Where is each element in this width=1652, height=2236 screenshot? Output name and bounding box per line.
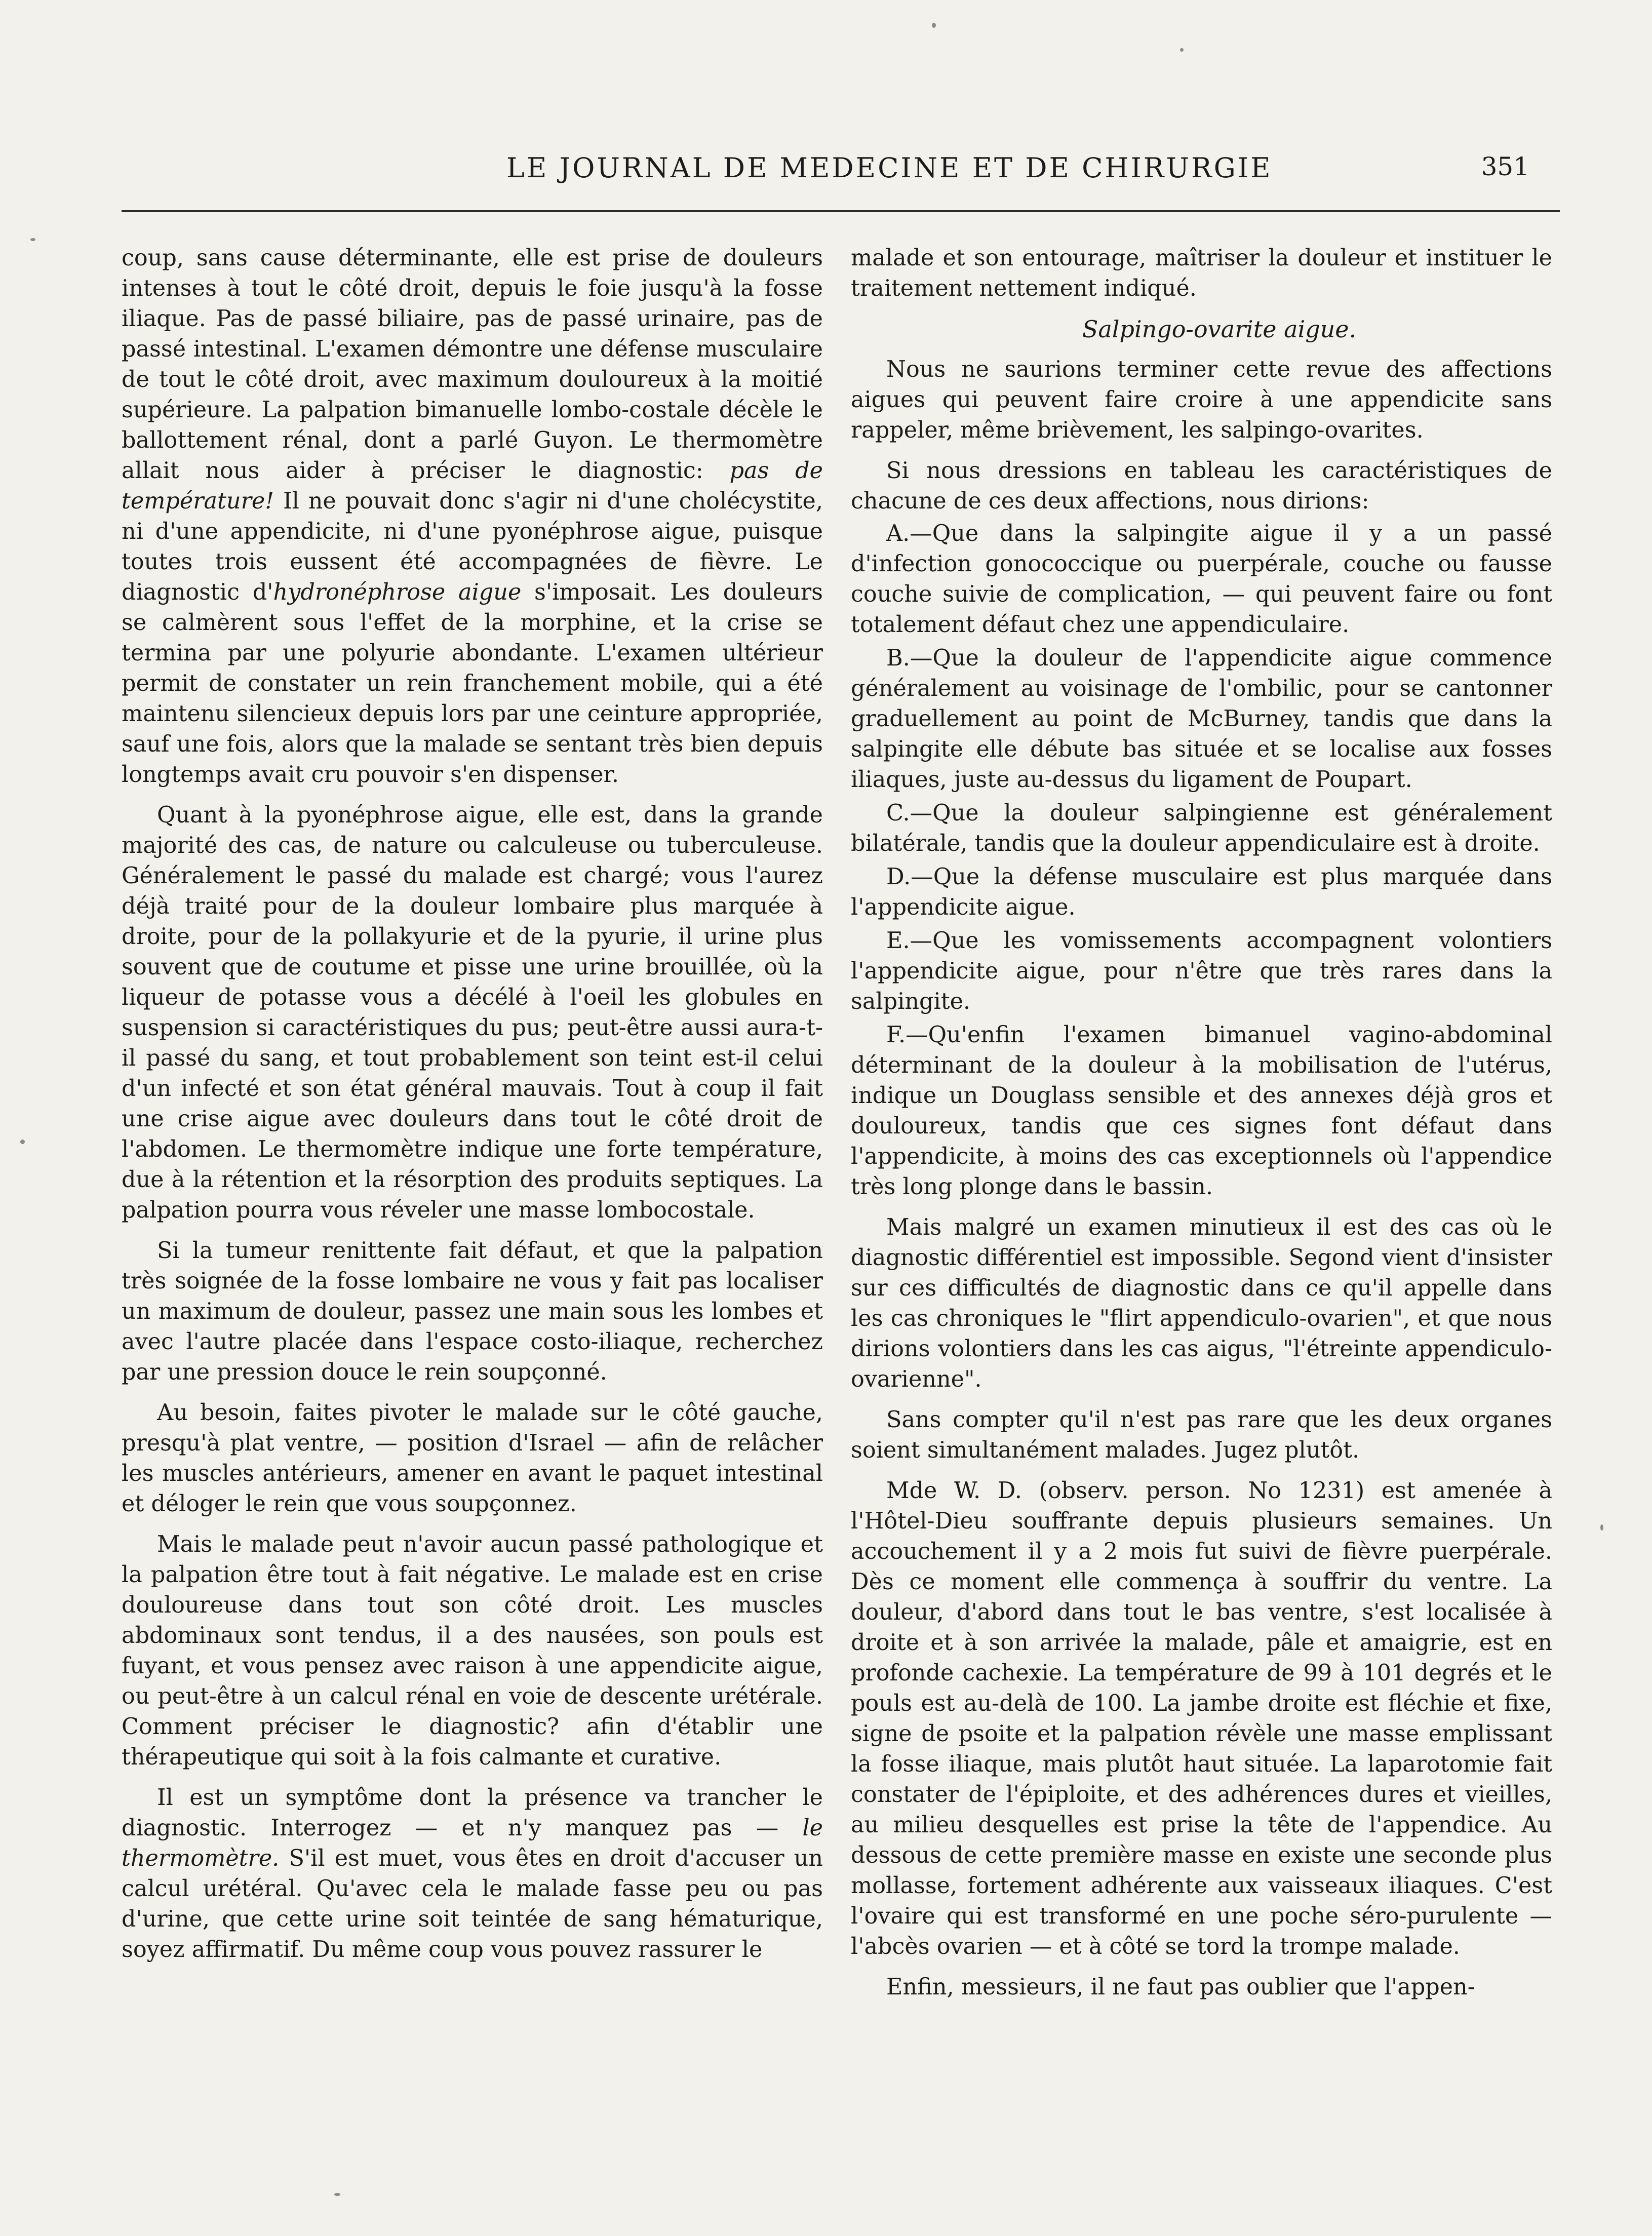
paragraph (122, 1783, 823, 1965)
list-item: E.—Que les vomissements accompagnent volontiers l'appendicite aigue, pour n'être que très rares dans la salpingite. (851, 928, 1552, 1014)
text-run: S'il est muet, vous êtes en droit d'accuser un calcul urétéral. Qu'avec cela le malade fasse peu ou pas d'urine, que cette urine soit teintée de sang hématurique, soyez affirmatif. Du même coup vous pouvez rassurer le (122, 1846, 823, 1963)
list-item: C.—Que la douleur salpingienne est généralement bilatérale, tandis que la douleur appendiculaire est à droite. (851, 800, 1552, 856)
text-run: Il ne pouvait donc s'agir ni d'une cholécystite, ni d'une appendicite, ni d'une pyonéphrose aigue, puisque toutes trois eussent été accompagnées de fièvre. Le diagnostic d' (122, 488, 823, 605)
scan-speck (20, 1140, 25, 1144)
paragraph (122, 243, 823, 790)
scan-speck (334, 2193, 340, 2196)
section-heading: Salpingo-ovarite aigue. (1082, 316, 1357, 343)
page-number: 351 (1481, 152, 1529, 181)
scan-speck (1180, 48, 1184, 52)
italic-text: hydronéphrose aigue (273, 579, 522, 605)
text-run: s'imposait. Les douleurs se calmèrent sous l'effet de la morphine, et la crise se termina par une polyurie abondante. L'examen ultérieur permit de constater un rein franchement mobile, qui a été maintenu silencieux depuis lors par une ceinture appropriée, sauf une fois, alors que la malade se sentant très bien depuis longtemps avait cru pouvoir s'en dispenser. (122, 579, 823, 788)
paragraph: Enfin, messieurs, il ne faut pas oublier que l'appen- (886, 1974, 1475, 2000)
scan-speck (30, 238, 35, 241)
right-column (851, 243, 1552, 2013)
text-run: Il est un symptôme dont la présence va trancher le diagnostic. Interrogez — et n'y manquez pas — (122, 1785, 823, 1841)
header-rule (122, 210, 1560, 212)
paragraph: Au besoin, faites pivoter le malade sur le côté gauche, presqu'à plat ventre, — position d'Israel — afin de relâcher les muscles antérieurs, amener en avant le paquet intestinal et déloger le rein que vous soupçonnez. (122, 1400, 823, 1517)
paragraph: Mais le malade peut n'avoir aucun passé pathologique et la palpation être tout à fait négative. Le malade est en crise douloureuse dans tout son côté droit. Les muscles abdominaux sont tendus, il a des nausées, son pouls est fuyant, et vous pensez avec raison à une appendicite aigue, ou peut-être à un calcul rénal en voie de descente urétérale. Comment préciser le diagnostic? afin d'établir une thérapeutique qui soit à la fois calmante et curative. (122, 1532, 823, 1770)
paragraph: Si nous dressions en tableau les caractéristiques de chacune de ces deux affections, nous dirions: (851, 458, 1552, 514)
paragraph: malade et son entourage, maîtriser la douleur et instituer le traitement nettement indiqué. (851, 245, 1552, 301)
italic-text: pas de température! (122, 458, 823, 514)
list-item: A.—Que dans la salpingite aigue il y a un passé d'infection gonococcique ou puerpérale, couche ou fausse couche suivie de complication, — qui peuvent faire ou font totalement défaut chez une appendiculaire. (851, 521, 1552, 638)
text-run: coup, sans cause déterminante, elle est prise de douleurs intenses à tout le côté droit, depuis le foie jusqu'à la fosse iliaque. Pas de passé biliaire, pas de passé urinaire, pas de passé intestinal. L'examen démontre une défense musculaire de tout le côté droit, avec maximum douloureux à la moitié supérieure. La palpation bimanuelle lombo-costale décèle le ballottement rénal, dont a parlé Guyon. Le thermomètre allait nous aider à préciser le diagnostic: (122, 245, 823, 484)
list-item: D.—Que la défense musculaire est plus marquée dans l'appendicite aigue. (851, 864, 1552, 920)
paragraph: Quant à la pyonéphrose aigue, elle est, dans la grande majorité des cas, de nature ou calculeuse ou tuberculeuse. Généralement le passé du malade est chargé; vous l'aurez déjà traité pour de la douleur lombaire plus marquée à droite, pour de la pollakyurie et de la pyurie, il urine plus souvent que de coutume et pisse une urine brouillée, où la liqueur de potasse vous a décélé à l'oeil les globules en suspension si caractéristiques du pus; peut-être aussi aura-t-il passé du sang, et tout probablement son teint est-il celui d'un infecté et son état général mauvais. Tout à coup il fait une crise aigue avec douleurs dans tout le côté droit de l'abdomen. Le thermomètre indique une forte température, due à la rétention et la résorption des produits septiques. La palpation pourra vous réveler une masse lombocostale. (122, 802, 823, 1223)
paragraph: Mais malgré un examen minutieux il est des cas où le diagnostic différentiel est impossible. Segond vient d'insister sur ces difficultés de diagnostic dans ce qu'il appelle dans les cas chroniques le "flirt appendiculo-ovarien", et que nous dirions volontiers dans les cas aigus, "l'étreinte appendiculo-ovarienne". (851, 1214, 1552, 1392)
italic-text: le thermomètre. (122, 1815, 823, 1871)
paragraph: Si la tumeur renittente fait défaut, et que la palpation très soignée de la fosse lombaire ne vous y fait pas localiser un maximum de douleur, passez une main sous les lombes et avec l'autre placée dans l'espace costo-iliaque, recherchez par une pression douce le rein soupçonné. (122, 1238, 823, 1385)
list-item: F.—Qu'enfin l'examen bimanuel vagino-abdominal déterminant de la douleur à la mobilisation de l'utérus, indique un Douglass sensible et des annexes déjà gros et douloureux, tandis que ces signes font défaut dans l'appendicite, à moins des cas exceptionnels où l'appendice très long plonge dans le bassin. (851, 1022, 1552, 1200)
paragraph: Sans compter qu'il n'est pas rare que les deux organes soient simultanément malades. Jugez plutôt. (851, 1407, 1552, 1463)
left-column (122, 243, 823, 1975)
paragraph: Nous ne saurions terminer cette revue des affections aigues qui peuvent faire croire à une appendicite sans rappeler, même brièvement, les salpingo-ovarites. (851, 357, 1552, 443)
list-item: B.—Que la douleur de l'appendicite aigue commence généralement au voisinage de l'ombilic, pour se cantonner graduellement au point de McBurney, tandis que dans la salpingite elle débute bas située et se localise aux fosses iliaques, juste au-dessus du ligament de Poupart. (851, 645, 1552, 793)
running-title: LE JOURNAL DE MEDECINE ET DE CHIRURGIE (506, 152, 1273, 184)
paragraph: Mde W. D. (observ. person. No 1231) est amenée à l'Hôtel-Dieu souffrante depuis plusieurs semaines. Un accouchement il y a 2 mois fut suivi de fièvre puerpérale. Dès ce moment elle commença à souffrir du ventre. La douleur, d'abord dans tout le bas ventre, s'est localisée à droite et à son arrivée la malade, pâle et amaigrie, est en profonde cachexie. La température de 99 à 101 degrés et le pouls est au-delà de 100. La jambe droite est fléchie et fixe, signe de psoite et la palpation révèle une masse emplissant la fosse iliaque, mais plutôt haut située. La laparotomie fait constater de l'épiploite, et des adhérences dures et vieilles, au milieu desquelles est prise la tête de l'appendice. Au dessous de cette première masse en existe une seconde plus mollasse, fortement adhérente aux vaisseaux iliaques. C'est l'ovaire qui est transformé en une poche séro-purulente — l'abcès ovarien — et à côté se tord la trompe malade. (851, 1478, 1552, 1959)
scan-speck (1600, 1524, 1603, 1531)
page-header (122, 152, 1560, 198)
scan-speck (932, 23, 936, 28)
